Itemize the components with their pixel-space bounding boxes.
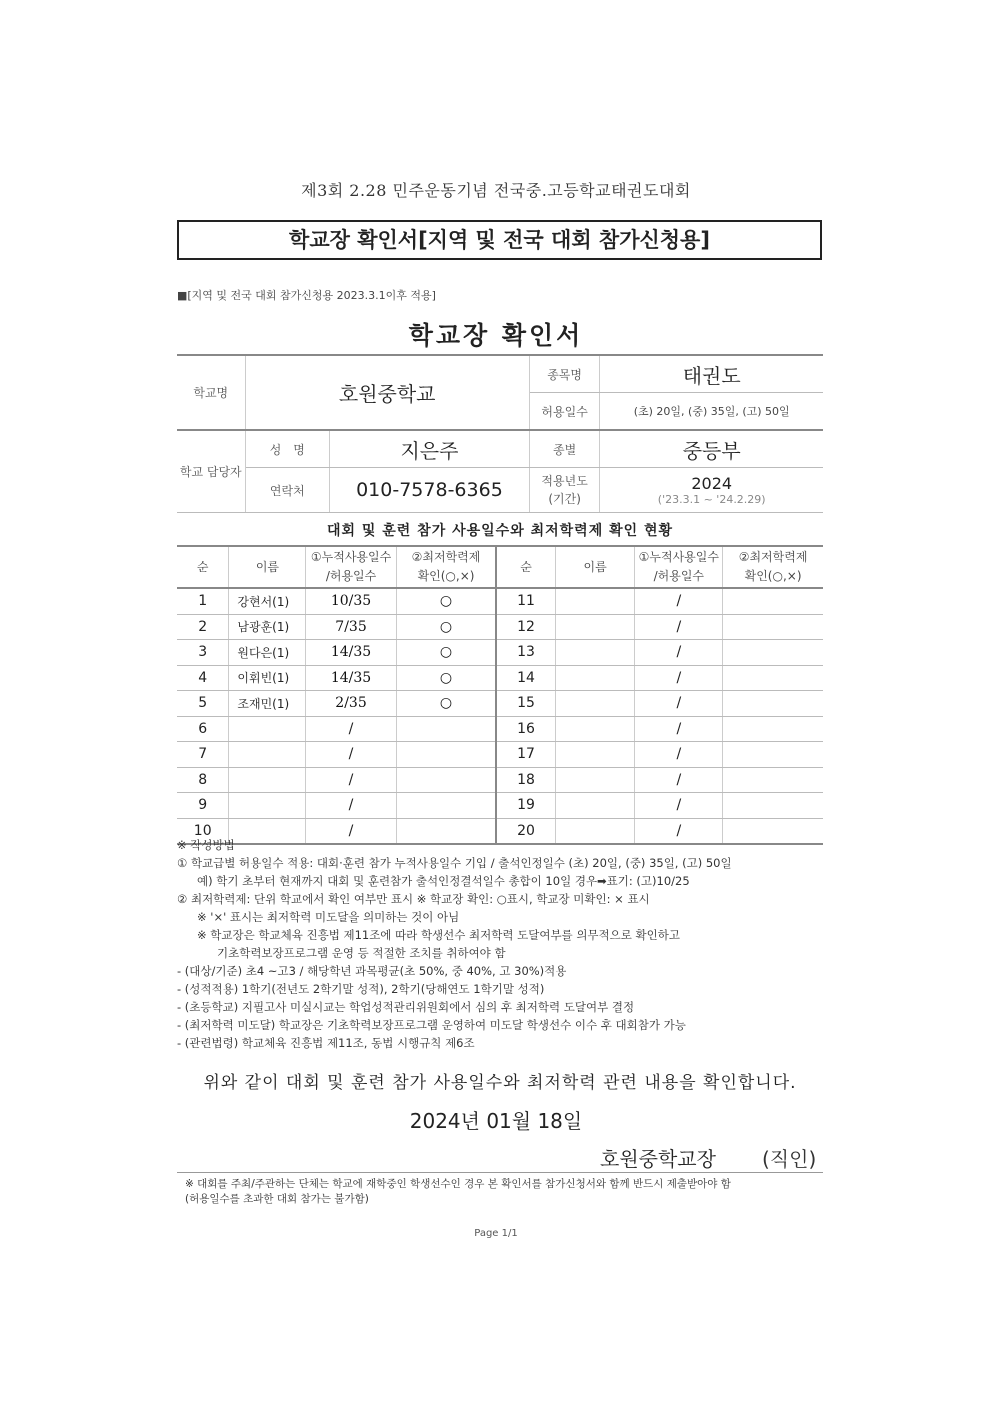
min-score-check: [396, 716, 496, 742]
min-score-check: ○: [396, 640, 496, 666]
status-table: [177, 545, 823, 845]
used-days: /: [635, 640, 723, 666]
footer-note: [185, 1177, 820, 1207]
principal-name: 호원중학교장: [600, 1147, 716, 1171]
min-score-check: [396, 767, 496, 793]
school-label: 학교명: [177, 355, 245, 430]
manager-label: 학교 담당자: [177, 430, 245, 513]
used-days: /: [635, 793, 723, 819]
note-line: - (성적적용) 1학기(전년도 2학기말 성적), 2학기(당해연도 1학기말 성적): [177, 982, 545, 996]
row-number: 19: [496, 793, 555, 819]
used-days: /: [306, 767, 396, 793]
note-line: - (최저학력 미도달) 학교장은 기초학력보장프로그램 운영하여 미도달 학생선수 이수 후 대회참가 가능: [177, 1018, 686, 1032]
school-value: 호원중학교: [245, 355, 529, 430]
used-days: /: [635, 742, 723, 768]
min-score-check: [723, 793, 823, 819]
row-number: 20: [496, 818, 555, 844]
min-score-check: [723, 640, 823, 666]
footer-divider: [177, 1172, 823, 1173]
min-score-check: [723, 716, 823, 742]
used-days: 14/35: [306, 640, 396, 666]
used-days: 2/35: [306, 691, 396, 717]
event-label: 종목명: [529, 355, 600, 393]
header-min-score: ②최저학력제 확인(○,×): [396, 546, 496, 588]
row-number: 6: [177, 716, 229, 742]
min-score-check: ○: [396, 588, 496, 614]
row-number: 8: [177, 767, 229, 793]
row-number: 13: [496, 640, 555, 666]
table-row: [177, 588, 823, 614]
footer-note-line: ※ 대회를 주최/주관하는 단체는 학교에 재학중인 학생선수인 경우 본 확인서를 참가신청서와 함께 반드시 제출받아야 함: [185, 1178, 731, 1190]
division-value: 중등부: [600, 430, 823, 468]
note-line: - (초등학교) 지필고사 미실시교는 학업성적관리위원회에서 심의 후 최저학력 도달여부 결정: [177, 1000, 635, 1014]
note-line: ※ 학교장은 학교체육 진흥법 제11조에 따라 학생선수 최저학력 도달여부를 의무적으로 확인하고: [197, 928, 680, 942]
used-days: 14/35: [306, 665, 396, 691]
table-row: [177, 614, 823, 640]
note-line: - (관련법령) 학교체육 진흥법 제11조, 동법 시행규칙 제6조: [177, 1036, 475, 1050]
min-score-check: [723, 767, 823, 793]
row-number: 9: [177, 793, 229, 819]
row-number: 18: [496, 767, 555, 793]
table-row: [177, 767, 823, 793]
student-name: [555, 716, 635, 742]
form-title: 학교장 확인서: [408, 321, 584, 350]
student-name: 조재민(1): [229, 691, 306, 717]
student-name: [555, 665, 635, 691]
contact-value: 010-7578-6365: [330, 468, 530, 513]
division-label: 종별: [529, 430, 600, 468]
note-line: ② 최저학력제: 단위 학교에서 확인 여부만 표시 ※ 학교장 확인: ○표시, 학교장 미확인: × 표시: [177, 892, 650, 906]
table-row: [177, 640, 823, 666]
used-days: /: [635, 665, 723, 691]
student-name: 남광훈(1): [229, 614, 306, 640]
application-note-tag: ■[지역 및 전국 대회 참가신청용 2023.3.1이후 적용]: [177, 289, 436, 302]
row-number: 15: [496, 691, 555, 717]
row-number: 12: [496, 614, 555, 640]
header-no: 순: [177, 546, 229, 588]
status-table-header: [177, 546, 823, 588]
student-name: 이휘빈(1): [229, 665, 306, 691]
row-number: 16: [496, 716, 555, 742]
used-days: /: [635, 588, 723, 614]
allowed-days-value: (초) 20일, (중) 35일, (고) 50일: [600, 393, 823, 431]
table-row: [177, 691, 823, 717]
min-score-check: ○: [396, 691, 496, 717]
table-row: [177, 742, 823, 768]
used-days: /: [635, 818, 723, 844]
page-number: Page 1/1: [474, 1228, 518, 1239]
used-days: /: [635, 716, 723, 742]
header-days-2: ①누적사용일수 /허용일수: [635, 546, 723, 588]
min-score-check: ○: [396, 614, 496, 640]
name-value: 지은주: [330, 430, 530, 468]
min-score-check: ○: [396, 665, 496, 691]
student-name: [555, 640, 635, 666]
row-number: 7: [177, 742, 229, 768]
student-name: [555, 691, 635, 717]
used-days: 10/35: [306, 588, 396, 614]
min-score-check: [396, 793, 496, 819]
min-score-check: [723, 614, 823, 640]
row-number: 2: [177, 614, 229, 640]
name-label: 성 명: [245, 430, 330, 468]
row-number: 10: [177, 818, 229, 844]
note-line: 예) 학기 초부터 현재까지 대회 및 훈련참가 출석인정결석일수 총합이 10일 경우➡표기: (고)10/25: [197, 874, 690, 888]
table-row: [177, 716, 823, 742]
header-min-score-2: ②최저학력제 확인(○,×): [723, 546, 823, 588]
contact-label: 연락처: [245, 468, 330, 513]
used-days: /: [306, 742, 396, 768]
row-number: 11: [496, 588, 555, 614]
school-info-table: [177, 354, 823, 513]
header-name: 이름: [229, 546, 306, 588]
footer-note-line: (허용일수를 초과한 대회 참가는 불가함): [185, 1193, 369, 1205]
row-number: 17: [496, 742, 555, 768]
header-days: ①누적사용일수 /허용일수: [306, 546, 396, 588]
table-row: [177, 793, 823, 819]
notes-heading: ※ 작성방법: [177, 838, 235, 852]
student-name: [555, 588, 635, 614]
min-score-check: [396, 742, 496, 768]
status-section-title: 대회 및 훈련 참가 사용일수와 최저학력제 확인 현황: [326, 523, 674, 539]
used-days: 7/35: [306, 614, 396, 640]
min-score-check: [723, 665, 823, 691]
used-days: /: [635, 691, 723, 717]
min-score-check: [723, 742, 823, 768]
student-name: 원다은(1): [229, 640, 306, 666]
issue-date: 2024년 01월 18일: [409, 1109, 583, 1133]
row-number: 5: [177, 691, 229, 717]
row-number: 4: [177, 665, 229, 691]
student-name: [229, 767, 306, 793]
student-name: [555, 614, 635, 640]
year-value: 2024 ('23.3.1 ~ '24.2.29): [600, 468, 823, 513]
used-days: /: [635, 614, 723, 640]
header-no-2: 순: [496, 546, 555, 588]
note-line: - (대상/기준) 초4 ~고3 / 해당학년 과목평균(초 50%, 중 40%, 고 30%)적용: [177, 964, 567, 978]
note-line: 기초학력보장프로그램 운영 등 적절한 조치를 취하여야 함: [217, 946, 506, 960]
confirmation-statement: 위와 같이 대회 및 훈련 참가 사용일수와 최저학력 관련 내용을 확인합니다.: [203, 1073, 797, 1093]
header-box-title: 학교장 확인서[지역 및 전국 대회 참가신청용]: [177, 220, 822, 260]
min-score-check: [723, 691, 823, 717]
student-name: [555, 742, 635, 768]
student-name: [229, 742, 306, 768]
note-line: ※ '×' 표시는 최저학력 미도달을 의미하는 것이 아님: [197, 910, 460, 924]
student-name: 강현서(1): [229, 588, 306, 614]
used-days: /: [306, 793, 396, 819]
row-number: 3: [177, 640, 229, 666]
allowed-days-label: 허용일수: [529, 393, 600, 431]
year-label: 적용년도 (기간): [529, 468, 600, 513]
row-number: 1: [177, 588, 229, 614]
used-days: /: [306, 818, 396, 844]
student-name: [229, 793, 306, 819]
event-value: 태권도: [600, 355, 823, 393]
student-name: [555, 767, 635, 793]
note-line: ① 학교급별 허용일수 적용: 대회·훈련 참가 누적사용일수 기입 / 출석인정일수 (초) 20일, (중) 35일, (고) 50일: [177, 856, 732, 870]
used-days: /: [635, 767, 723, 793]
table-row: [177, 665, 823, 691]
header-name-2: 이름: [555, 546, 635, 588]
row-number: 14: [496, 665, 555, 691]
used-days: /: [306, 716, 396, 742]
min-score-check: [723, 588, 823, 614]
student-name: [229, 716, 306, 742]
seal-mark: (직인): [762, 1147, 817, 1171]
student-name: [555, 793, 635, 819]
writing-instructions: [177, 836, 817, 1052]
event-title: 제3회 2.28 민주운동기념 전국중.고등학교태권도대회: [301, 181, 691, 200]
